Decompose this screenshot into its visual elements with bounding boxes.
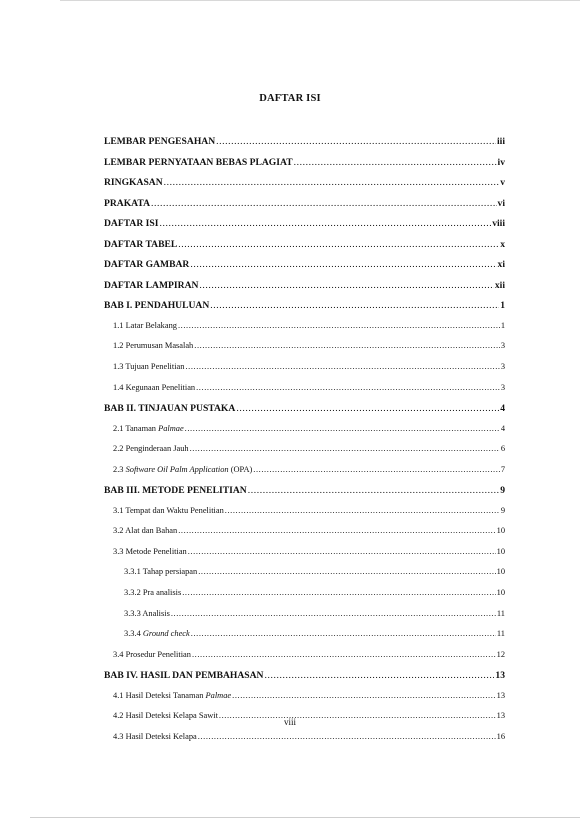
toc-entry-label-part: BAB III. METODE PENELITIAN bbox=[104, 485, 247, 497]
toc-entry-label bbox=[113, 547, 187, 556]
toc-entry-label-part: 1.2 Perumusan Masalah bbox=[113, 341, 194, 351]
toc-entry-label bbox=[124, 588, 181, 597]
dot-leader bbox=[194, 341, 500, 350]
toc-entry bbox=[104, 588, 505, 609]
toc-entry-page: 3 bbox=[500, 341, 505, 351]
dot-leader bbox=[151, 198, 497, 209]
toc-entry-label bbox=[113, 424, 184, 433]
dot-leader bbox=[236, 403, 499, 414]
dot-leader bbox=[294, 157, 497, 168]
scan-edge-bottom bbox=[30, 817, 580, 818]
toc-entry-label bbox=[113, 732, 197, 741]
dot-leader bbox=[190, 444, 500, 453]
toc-entry-label bbox=[113, 691, 231, 700]
toc-entry-page: iv bbox=[497, 156, 505, 168]
dot-leader bbox=[210, 300, 499, 311]
toc-entry-label-part: DAFTAR ISI bbox=[104, 218, 159, 230]
toc-entry-label-part: Software Oil Palm Application bbox=[125, 464, 229, 474]
toc-entry-label-part: LEMBAR PENGESAHAN bbox=[104, 136, 216, 147]
toc-entry-label bbox=[104, 259, 189, 270]
toc-entry-label bbox=[104, 157, 293, 168]
toc-entry-page: 1 bbox=[500, 300, 505, 312]
dot-leader bbox=[190, 259, 496, 270]
toc-entry-page: viii bbox=[492, 218, 505, 230]
dot-leader bbox=[198, 732, 496, 741]
toc-entry bbox=[104, 547, 505, 568]
toc-entry-page: 6 bbox=[500, 444, 505, 454]
dot-leader bbox=[199, 280, 493, 291]
toc-entry-label bbox=[113, 362, 184, 371]
toc-entry bbox=[104, 403, 505, 424]
toc-entry-page: 9 bbox=[500, 505, 505, 515]
toc-entry bbox=[104, 177, 505, 198]
toc-entry-label bbox=[113, 465, 252, 474]
toc-entry bbox=[104, 506, 505, 527]
toc-entry-label bbox=[113, 444, 189, 453]
toc-entry-page: v bbox=[500, 177, 505, 189]
scan-edge-top bbox=[60, 0, 580, 1]
toc-entry-label-part: 2.2 Penginderaan Jauh bbox=[113, 444, 189, 454]
toc-entry-label bbox=[104, 218, 158, 229]
dot-leader bbox=[182, 588, 495, 597]
toc-entry-label-part: 3.3 Metode Penelitian bbox=[113, 546, 187, 556]
toc-entry-label-part: DAFTAR GAMBAR bbox=[104, 259, 190, 271]
toc-entry-label-part: 3.3.3 Analisis bbox=[124, 608, 170, 618]
toc-entry-page: 11 bbox=[496, 629, 505, 639]
toc-entry-label bbox=[113, 526, 177, 535]
toc-entry-page: 1 bbox=[500, 320, 505, 330]
toc-entry bbox=[104, 609, 505, 630]
toc-entry-label-part: Palmae bbox=[205, 690, 232, 700]
toc-entry-label bbox=[104, 239, 177, 250]
dot-leader bbox=[185, 362, 499, 371]
toc-entry-label-part: Ground check bbox=[142, 629, 190, 639]
toc-entry-page: 4 bbox=[500, 403, 505, 415]
toc-entry bbox=[104, 732, 505, 753]
dot-leader bbox=[191, 629, 496, 638]
toc-entry-label bbox=[104, 198, 150, 209]
toc-entry-label bbox=[113, 321, 177, 330]
dot-leader bbox=[188, 547, 496, 556]
toc-entry bbox=[104, 424, 505, 445]
toc-entry bbox=[104, 280, 505, 301]
toc-entry-label bbox=[124, 609, 170, 618]
toc-entry-page: 7 bbox=[500, 464, 505, 474]
toc-entry-label-part: PRAKATA bbox=[104, 197, 151, 209]
toc-entry-page: 11 bbox=[496, 608, 505, 618]
toc-entry-page: 10 bbox=[496, 588, 505, 598]
toc-entry-label-part: DAFTAR LAMPIRAN bbox=[104, 279, 199, 291]
toc-entry-label-part: 3.1 Tempat dan Waktu Penelitian bbox=[113, 505, 224, 515]
toc-entry bbox=[104, 650, 505, 671]
toc-entry-label-part: 4.1 Hasil Deteksi Tanaman bbox=[113, 690, 206, 700]
toc-entry-page: 10 bbox=[496, 526, 505, 536]
toc-entry bbox=[104, 485, 505, 506]
toc-entry-label-part: 1.1 Latar Belakang bbox=[113, 320, 177, 330]
toc-entry-label-part: 4.3 Hasil Deteksi Kelapa bbox=[113, 731, 197, 741]
toc-entry-label-part: BAB IV. HASIL DAN PEMBAHASAN bbox=[104, 670, 264, 682]
toc-entry-label-part: (OPA) bbox=[228, 464, 253, 474]
toc-entry-label-part: 2.1 Tanaman bbox=[113, 423, 159, 433]
dot-leader bbox=[159, 218, 491, 229]
toc-entry-label-part: Palmae bbox=[158, 423, 184, 433]
toc-entry bbox=[104, 300, 505, 321]
toc-entry-label bbox=[113, 341, 193, 350]
toc-entry-label-part: 1.3 Tujuan Penelitian bbox=[113, 362, 185, 372]
toc-entry-page: vi bbox=[497, 197, 505, 209]
toc-entry-page: 12 bbox=[496, 649, 505, 659]
toc-entry-label-part: 4.2 Hasil Deteksi Kelapa Sawit bbox=[113, 711, 218, 721]
toc-entry-label bbox=[124, 567, 197, 576]
toc-entry bbox=[104, 321, 505, 342]
dot-leader bbox=[164, 177, 500, 188]
toc-entry-page: 10 bbox=[496, 567, 505, 577]
toc-entry-page: 13 bbox=[495, 670, 505, 682]
toc-entry-label-part: BAB II. TINJAUAN PUSTAKA bbox=[104, 403, 236, 415]
toc-entry-page: 10 bbox=[496, 546, 505, 556]
toc-entry-label bbox=[104, 280, 198, 291]
dot-leader bbox=[264, 670, 494, 681]
toc-entry bbox=[104, 362, 505, 383]
toc-entry bbox=[104, 218, 505, 239]
toc-entry-page: 13 bbox=[496, 711, 505, 721]
toc-entry-label bbox=[104, 403, 235, 414]
toc-entry bbox=[104, 691, 505, 712]
toc-entry-label bbox=[113, 383, 195, 392]
toc-entry-label-part: 3.3.1 Tahap persiapan bbox=[124, 567, 198, 577]
toc-entry bbox=[104, 567, 505, 588]
toc-entry bbox=[104, 465, 505, 486]
toc-entry-page: xii bbox=[494, 279, 505, 291]
toc-entry-page: 3 bbox=[500, 362, 505, 372]
toc-entry bbox=[104, 526, 505, 547]
page-number: viii bbox=[283, 717, 296, 727]
table-of-contents bbox=[104, 136, 505, 752]
toc-entry-page: 4 bbox=[500, 423, 505, 433]
toc-entry-label-part: DAFTAR TABEL bbox=[104, 238, 178, 250]
toc-entry-page: 3 bbox=[500, 382, 505, 392]
dot-leader bbox=[178, 321, 500, 330]
toc-entry-label-part: 3.3.2 Pra analisis bbox=[124, 588, 182, 598]
toc-entry bbox=[104, 629, 505, 650]
page-title: DAFTAR ISI bbox=[259, 93, 321, 104]
toc-entry-label-part: 3.4 Prosedur Penelitian bbox=[113, 649, 191, 659]
toc-entry bbox=[104, 341, 505, 362]
dot-leader bbox=[192, 650, 496, 659]
dot-leader bbox=[178, 526, 495, 535]
dot-leader bbox=[232, 691, 496, 700]
toc-entry-label-part: 3.2 Alat dan Bahan bbox=[113, 526, 178, 536]
toc-entry bbox=[104, 239, 505, 260]
toc-entry-label-part: 3.3.4 bbox=[124, 629, 143, 639]
dot-leader bbox=[225, 506, 500, 515]
toc-entry bbox=[104, 198, 505, 219]
toc-entry-label-part: 2.3 bbox=[113, 464, 126, 474]
toc-entry-label-part: LEMBAR PERNYATAAN BEBAS PLAGIAT bbox=[104, 156, 293, 168]
dot-leader bbox=[248, 485, 500, 496]
toc-entry-page: x bbox=[500, 238, 505, 250]
dot-leader bbox=[198, 567, 495, 576]
toc-entry-label bbox=[104, 485, 247, 496]
toc-entry bbox=[104, 670, 505, 691]
toc-entry-label bbox=[104, 177, 163, 188]
toc-entry-label bbox=[104, 670, 263, 681]
toc-entry-page: iii bbox=[497, 136, 505, 147]
toc-entry-page: 16 bbox=[496, 731, 505, 741]
toc-entry-label-part: RINGKASAN bbox=[104, 177, 163, 189]
dot-leader bbox=[178, 239, 499, 250]
dot-leader bbox=[253, 465, 500, 474]
toc-entry-page: 9 bbox=[500, 485, 505, 497]
toc-entry bbox=[104, 136, 505, 157]
toc-entry bbox=[104, 444, 505, 465]
toc-entry-label bbox=[104, 136, 215, 147]
toc-entry-label bbox=[124, 629, 190, 638]
toc-entry-label-part: BAB I. PENDAHULUAN bbox=[104, 300, 210, 312]
dot-leader bbox=[196, 383, 500, 392]
toc-entry bbox=[104, 383, 505, 404]
toc-entry-label bbox=[113, 506, 224, 515]
toc-entry bbox=[104, 259, 505, 280]
dot-leader bbox=[171, 609, 496, 618]
toc-entry-label-part: 1.4 Kegunaan Penelitian bbox=[113, 382, 196, 392]
toc-entry-label bbox=[104, 300, 209, 311]
dot-leader bbox=[216, 136, 496, 147]
toc-entry-label bbox=[113, 650, 191, 659]
toc-entry-page: xi bbox=[497, 259, 505, 271]
toc-entry-page: 13 bbox=[496, 690, 505, 700]
toc-entry bbox=[104, 157, 505, 178]
dot-leader bbox=[185, 424, 500, 433]
